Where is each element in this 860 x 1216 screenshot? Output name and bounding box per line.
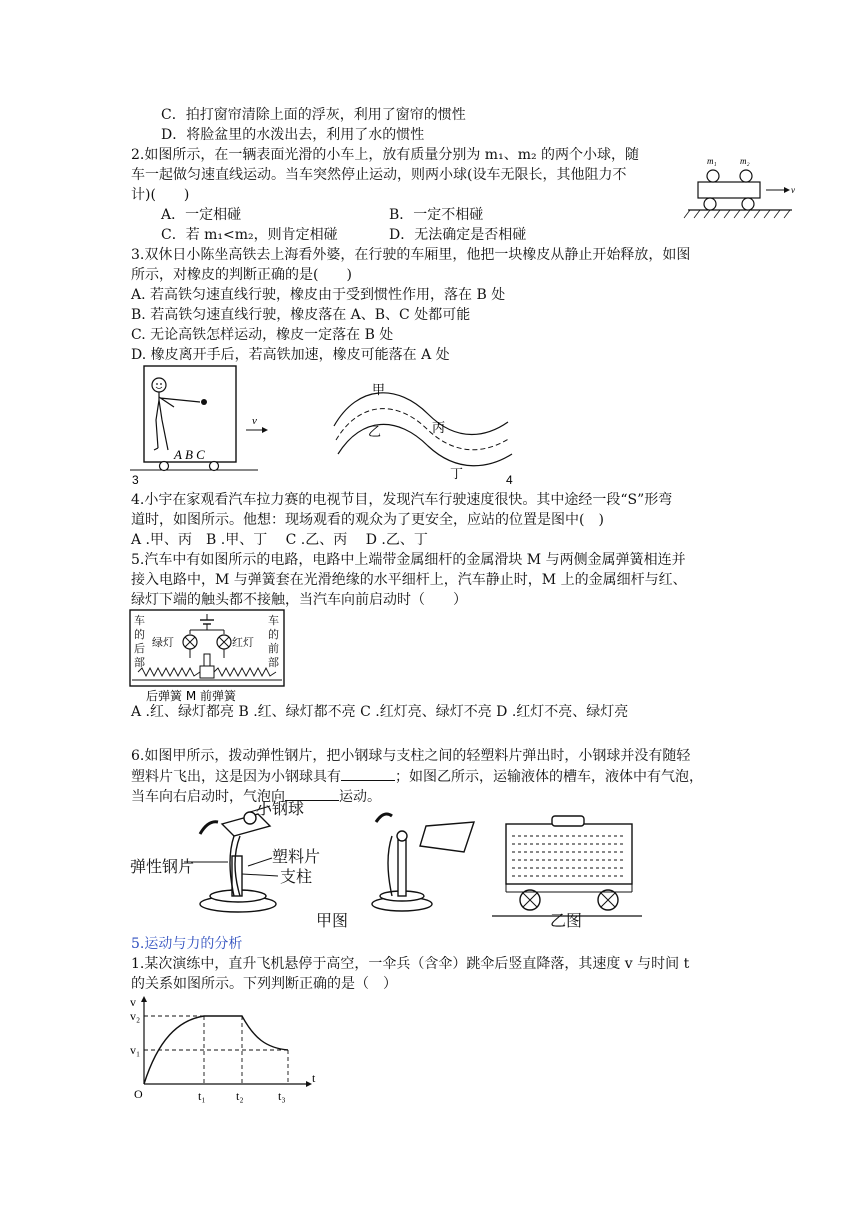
red-lamp-label: 红灯	[232, 636, 254, 649]
ball-m1	[707, 170, 719, 182]
front-label-3: 前	[268, 642, 279, 655]
q3-option-a: A. 若高铁匀速直线行驶，橡皮由于受到惯性作用，落在 B 处	[131, 287, 506, 303]
fig-number-3: 3	[132, 473, 139, 486]
cart-wheel-right	[742, 198, 754, 210]
cart-wheel-left	[704, 198, 716, 210]
q6-blank-2[interactable]	[285, 786, 339, 801]
eraser	[201, 399, 207, 405]
label-t1: t₁	[198, 1089, 206, 1103]
green-lamp-label: 绿灯	[152, 636, 174, 649]
label-small-steel-ball: 小钢球	[256, 800, 305, 818]
rear-label-1: 车	[134, 614, 145, 627]
q3-train-figure	[128, 364, 288, 486]
label-elastic-steel: 弹性钢片	[130, 857, 195, 876]
q6-line2-rest: ；如图乙所示，运输液体的槽车，液体中有气泡，	[395, 769, 703, 785]
label-v2: v₂	[130, 1009, 141, 1023]
q2-option-c: C．若 m₁<m₂，则肯定相碰	[161, 227, 338, 243]
q6-figure	[130, 800, 650, 934]
rear-label-2: 的	[134, 628, 145, 641]
q6-line3-text: 当车向右启动时，气泡向	[131, 789, 285, 805]
label-pillar: 支柱	[280, 867, 313, 886]
rear-label-3: 后	[134, 642, 145, 655]
pos-jia: 甲	[372, 383, 386, 398]
pos-ding: 丁	[450, 467, 464, 482]
s5-q1-line1: 1.某次演练中，直升飞机悬停于高空，一伞兵（含伞）跳伞后竖直降落，其速度 v 与时间 t	[131, 956, 690, 972]
q2-cart-figure	[680, 150, 800, 225]
q3-stem-line2: 所示，对橡皮的判断正确的是( )	[131, 267, 352, 283]
tanker-body	[506, 824, 632, 884]
q6-line3-rest: 运动。	[339, 789, 381, 805]
slider-m	[200, 666, 214, 678]
q3-option-d: D. 橡皮离开手后，若高铁加速，橡皮可能落在 A 处	[131, 347, 450, 363]
q3-option-b: B. 若高铁匀速直线行驶，橡皮落在 A、B、C 处都可能	[131, 307, 471, 323]
fig-number-4: 4	[506, 473, 513, 486]
q4-s-road-figure	[328, 374, 528, 486]
axis-label-v: v	[130, 995, 136, 1009]
prev-option-d: D．将脸盆里的水泼出去，利用了水的惯性	[161, 127, 425, 143]
q4-stem-line1: 4.小宇在家观看汽车拉力赛的电视节目，发现汽车行驶速度很快。其中途经一段“S”形弯	[131, 492, 673, 508]
label-fig-yi: 乙图	[550, 911, 583, 930]
q6-blank-1[interactable]	[341, 766, 395, 781]
q2-option-b: B．一定不相碰	[389, 207, 484, 223]
q2-option-a: A．一定相碰	[161, 207, 242, 223]
label-fig-jia: 甲图	[316, 911, 349, 930]
front-label-4: 部	[268, 656, 279, 669]
q6-stem-line1: 6.如图甲所示，拨动弹性钢片，把小钢球与支柱之间的轻塑料片弹出时，小钢球并没有随轻	[131, 748, 691, 764]
label-v: v	[791, 185, 795, 195]
train-label-v: v	[252, 415, 257, 427]
q2-stem-line1: 2.如图所示，在一辆表面光滑的小车上，放有质量分别为 m₁、m₂ 的两个小球，随	[131, 147, 640, 163]
q3-stem-line1: 3.双休日小陈坐高铁去上海看外婆，在行驶的车厢里，他把一块橡皮从静止开始释放，如图	[131, 247, 691, 263]
label-m1: m₁	[707, 156, 717, 166]
pos-yi: 乙	[368, 425, 382, 440]
label-t2: t₂	[236, 1089, 244, 1103]
ball-m2	[740, 170, 752, 182]
label-origin: O	[134, 1087, 143, 1101]
front-label-2: 的	[268, 628, 279, 641]
q6-line2-text: 塑料片飞出，这是因为小钢球具有	[131, 769, 341, 785]
q5-options: A .红、绿灯都亮 B .红、绿灯都不亮 C .红灯亮、绿灯不亮 D .红灯不亮、绿灯亮	[131, 704, 629, 720]
label-abc: A B C	[174, 447, 205, 462]
q6-stem-line2	[131, 766, 703, 787]
rear-label-4: 部	[134, 656, 145, 669]
label-m2: m₂	[740, 156, 750, 166]
q4-stem-line2: 道时，如图所示。他想：现场观看的观众为了更安全，应站的位置是图中( )	[131, 512, 604, 528]
label-t3: t₃	[278, 1089, 286, 1103]
spring-labels: 后弹簧 M 前弹簧	[146, 689, 236, 703]
section-title: 5.运动与力的分析	[131, 936, 243, 952]
label-v1: v₁	[130, 1043, 141, 1057]
q5-circuit-figure	[128, 608, 288, 704]
front-label-1: 车	[268, 614, 279, 627]
velocity-time-graph	[128, 994, 328, 1104]
q2-stem-line3: 计)( )	[131, 187, 190, 203]
q2-option-d: D．无法确定是否相碰	[389, 227, 527, 243]
s5-q1-line2: 的关系如图所示。下列判断正确的是（ ）	[131, 976, 397, 992]
pos-bing: 丙	[432, 421, 446, 436]
q2-stem-line2: 车一起做匀速直线运动。当车突然停止运动，则两小球(设车无限长，其他阻力不	[131, 167, 627, 183]
prev-option-c: C．拍打窗帘清除上面的浮灰，利用了窗帘的惯性	[161, 107, 466, 123]
label-plastic-sheet: 塑料片	[272, 847, 321, 866]
q5-stem-line3: 绿灯下端的触头都不接触，当汽车向前启动时（ ）	[131, 592, 467, 608]
axis-label-t: t	[312, 1071, 316, 1085]
q4-options: A .甲、丙 B .甲、丁 C .乙、丙 D .乙、丁	[131, 532, 428, 548]
q3-option-c: C. 无论高铁怎样运动，橡皮一定落在 B 处	[131, 327, 394, 343]
person-head	[152, 378, 166, 392]
q5-stem-line1: 5.汽车中有如图所示的电路，电路中上端带金属细杆的金属滑块 M 与两侧金属弹簧相连并	[131, 552, 686, 568]
q5-stem-line2: 接入电路中，M 与弹簧套在光滑绝缘的水平细杆上，汽车静止时，M 上的金属细杆与红、	[131, 572, 687, 588]
